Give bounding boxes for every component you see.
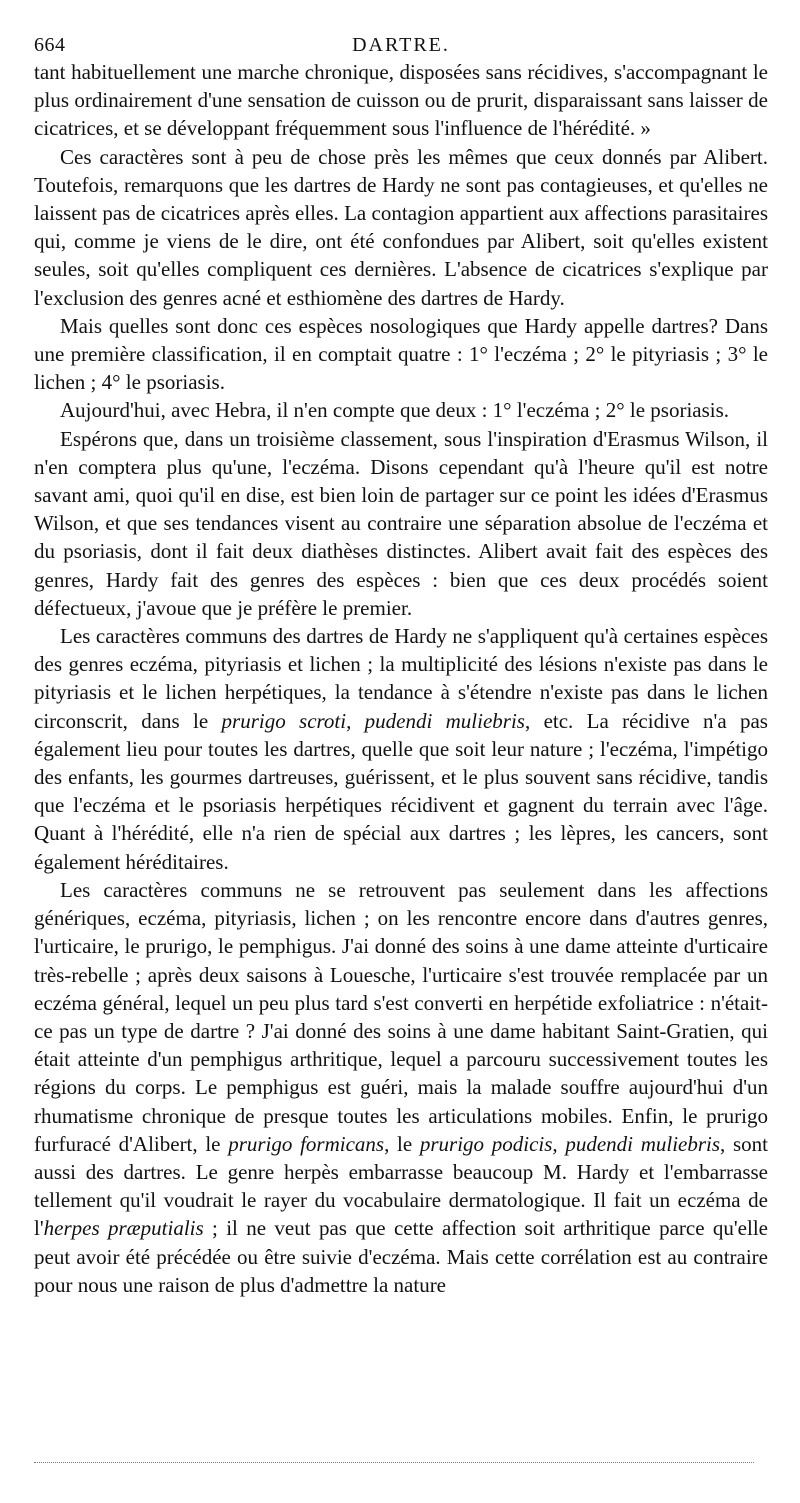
text-segment: Les caractères communs ne se retrouvent pas seulement dans les affections génériques, eczéma, pityriasis, lichen ; on les rencontre encore dans d'autres genres, l'urticaire, le prurigo, le pemphigus. J'ai donné des soins à une dame atteinte d'urticaire très-rebelle ; après deux saisons à Louesche, l'urticaire s'est trouvée remplacée par un eczéma général, lequel un peu plus tard s'est converti en herpétide exfoliatrice : n'était-ce pas un type de dartre ? J'ai donné des soins à une dame habitant Saint-Gratien, qui était atteinte d'un pemphigus arthritique, lequel a parcouru successivement toutes les régions du corps. Le pemphigus est guéri, mais la malade souffre aujourd'hui d'un rhumatisme chronique de presque toutes les articulations mobiles. Enfin, le prurigo furfuracé d'Alibert, le xyxy=(34,877,768,1156)
paragraph-p6 xyxy=(34,622,768,876)
italic-term: herpes præputialis xyxy=(43,1216,204,1241)
running-head xyxy=(34,30,768,58)
text-segment: , sont aussi des dartres. Le genre herpès embarrasse beaucoup M. Hardy et l'embarrasse tellement qu'il voudrait le rayer du vocabulaire dermatologique. Il fait un eczéma de l' xyxy=(34,1131,768,1241)
paragraph-p4 xyxy=(34,396,768,424)
footer-rule xyxy=(34,1462,754,1463)
paragraph-p1 xyxy=(34,58,768,143)
text-segment: , le xyxy=(384,1131,420,1156)
text-segment: tant habituellement une marche chronique, disposées sans récidives, s'accompagnant le plus ordinairement d'une sensation de cuisson ou de prurit, disparaissant sans laisser de cicatrices, et se développant fréquemment sous l'influence de l'hérédité. » xyxy=(34,60,768,141)
paragraph-p2 xyxy=(34,143,768,312)
text-segment: Aujourd'hui, avec Hebra, il n'en compte que deux : 1° l'eczéma ; 2° le psoriasis. xyxy=(60,398,730,423)
text-segment: Les caractères communs des dartres de Hardy ne s'appliquent qu'à certaines espèces des genres eczéma, pityriasis et lichen ; la multiplicité des lésions n'existe pas dans le pityriasis et le lichen herpétiques, la tendance à s'étendre n'existe pas dans le lichen circonscrit, dans le xyxy=(34,624,768,733)
text-segment: Mais quelles sont donc ces espèces nosologiques que Hardy appelle dartres? Dans une première classification, il en comptait quatre : 1° l'eczéma ; 2° le pityriasis ; 3° le lichen ; 4° le psoriasis. xyxy=(34,313,768,395)
paragraph-p5 xyxy=(34,425,768,622)
italic-term: prurigo podicis, pudendi muliebris xyxy=(419,1131,721,1156)
body-text xyxy=(34,58,768,1299)
italic-term: prurigo formicans xyxy=(228,1131,385,1156)
italic-term: prurigo scroti, pudendi muliebris xyxy=(221,708,525,733)
book-page xyxy=(34,30,768,1299)
paragraph-p7 xyxy=(34,876,768,1299)
text-segment: ; il ne veut pas que cette affection soit arthritique parce qu'elle peut avoir été précédée ou être suivie d'eczéma. Mais cette corrélation est au contraire pour nous une raison de plus d'admettre la nature xyxy=(34,1216,768,1297)
paragraph-p3 xyxy=(34,312,768,397)
running-title: DARTRE. xyxy=(352,34,450,56)
text-segment: Espérons que, dans un troisième classement, sous l'inspiration d'Erasmus Wilson, il n'en comptera plus qu'une, l'eczéma. Disons cependant qu'à l'heure qu'il est notre savant ami, quoi qu'il en dise, est bien loin de partager sur ce point les idées d'Erasmus Wilson, et que ses tendances visent au contraire une séparation absolue de l'eczéma et du psoriasis, dont il fait deux diathèses distinctes. Alibert avait fait des espèces des genres, Hardy fait des genres des espèces : bien que ces deux procédés soient défectueux, j'avoue que je préfère le premier. xyxy=(34,426,768,620)
text-segment: Ces caractères sont à peu de chose près les mêmes que ceux donnés par Alibert. Toutefois, remarquons que les dartres de Hardy ne sont pas contagieuses, et qu'elles ne laissent pas de cicatrices après elles. La contagion appartient aux affections parasitaires qui, comme je viens de le dire, ont été confondues par Alibert, soit qu'elles existent seules, soit qu'elles compliquent ces dernières. L'absence de cicatrices s'explique par l'exclusion des genres acné et esthiomène des dartres de Hardy. xyxy=(34,144,768,310)
text-segment: , etc. La récidive n'a pas également lieu pour toutes les dartres, quelle que soit leur nature ; l'eczéma, l'impétigo des enfants, les gourmes dartreuses, guérissent, et le plus souvent sans récidive, tandis que l'eczéma et le psoriasis herpétiques récidivent et gagnent du terrain avec l'âge. Quant à l'hérédité, elle n'a rien de spécial aux dartres ; les lèpres, les cancers, sont également héréditaires. xyxy=(34,708,768,874)
page-number: 664 xyxy=(34,34,66,56)
